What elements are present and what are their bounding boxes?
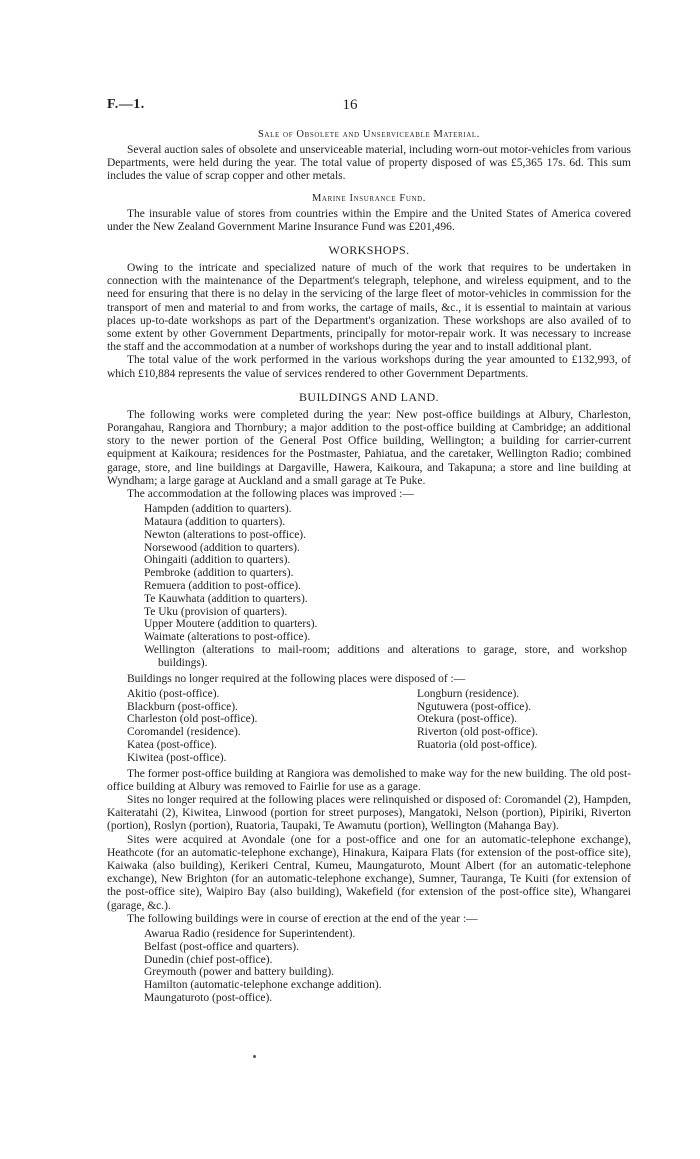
list-item: Katea (post-office). (127, 739, 217, 752)
paragraph-sites-relinquished: Sites no longer required at the following places were relinquished or disposed of: Coromandel (2), Hampden, Kaiteratahi (2), Kiwitea, Linwood (portion for street purposes), Mangatoki, Nelson (portion), Pipiriki, Riverton (portion), Roslyn (portion), Ruatoria, Taupaki, Te Awamutu (portion), Wellington (Mahanga Bay). (107, 794, 631, 833)
section-title-buildings: BUILDINGS AND LAND. (299, 389, 439, 404)
paragraph-workshops-2: The total value of the work performed in the various workshops during the year amounted to £132,993, of which £10,884 represents the value of services rendered to other Government Departments. (107, 354, 631, 380)
list-item: Maungaturoto (post-office). (144, 992, 273, 1005)
list-item: Upper Moutere (addition to quarters). (144, 618, 318, 631)
list-item: Te Uku (provision of quarters). (144, 605, 288, 618)
section-sale (107, 129, 631, 184)
list-item: Remuera (addition to post-office). (144, 580, 301, 593)
list-item: Charleston (old post-office). (127, 713, 258, 726)
report-code: F.—1. (107, 97, 145, 112)
list-item: Dunedin (chief post-office). (144, 953, 273, 966)
disposed-buildings-columns (127, 688, 631, 765)
list-item: Newton (alterations to post-office). (144, 528, 307, 541)
list-item: Riverton (old post-office). (417, 726, 538, 739)
list-item: Awarua Radio (residence for Superintendent). (144, 928, 356, 941)
section-title-sale: Sale of Obsolete and Unserviceable Material. (257, 129, 481, 140)
disposed-list-right (341, 688, 631, 765)
list-item: Waimate (alterations to post-office). (144, 631, 311, 644)
list-item: Norsewood (addition to quarters). (144, 541, 300, 554)
list-item: Blackburn (post-office). (127, 700, 238, 713)
list-item: Coromandel (residence). (127, 726, 241, 739)
section-marine (107, 193, 631, 234)
list-item: Hampden (addition to quarters). (144, 503, 292, 516)
list-item: Te Kauwhata (addition to quarters). (144, 592, 308, 605)
list-item: Pembroke (addition to quarters). (144, 567, 294, 580)
list-item: Longburn (residence). (417, 687, 520, 700)
paragraph-former-buildings: The former post-office building at Rangiora was demolished to make way for the new building. The old post-office building at Albury was removed to Fairlie for use as a garage. (107, 767, 631, 793)
list-item: Mataura (addition to quarters). (144, 516, 286, 529)
list-item: Greymouth (power and battery building). (144, 966, 335, 979)
list-item: Ngutuwera (post-office). (417, 700, 532, 713)
paragraph-marine: The insurable value of stores from countries within the Empire and the United States of America covered under the New Zealand Government Marine Insurance Fund was £201,496. (107, 207, 631, 233)
page-number: 16 (342, 97, 358, 113)
paragraph-improved-intro: The accommodation at the following places was improved :— (127, 488, 414, 501)
list-item: Wellington (alterations to mail-room; additions and alterations to garage, store, and workshop buildings). (144, 644, 627, 669)
list-item: Ohingaiti (addition to quarters). (144, 554, 291, 567)
list-item: Hamilton (automatic-telephone exchange addition). (144, 979, 382, 992)
erection-list (144, 928, 631, 1005)
paragraph-sites-acquired: Sites were acquired at Avondale (one for a post-office and one for an automatic-telephone exchange), Heathcote (for an automatic-telephone exchange), Hinakura, Kaipara Flats (for extension of the post-office site), Kaiwaka (also building), Kerikeri Central, Kumeu, Maungaturoto, Mount Albert (for an automatic-telephone exchange), New Brighton (for an automatic-telephone exchange), Sumner, Tauranga, Te Kuiti (for extension of the post-office site), Waipiro Bay (also building), Wakefield (for extension of the post-office site), Whangarei (garage, &c.). (107, 833, 631, 912)
list-item: Akitio (post-office). (127, 687, 220, 700)
ink-speck (253, 1055, 256, 1058)
section-buildings (107, 390, 631, 1005)
improved-list (144, 503, 631, 669)
paragraph-sale: Several auction sales of obsolete and unserviceable material, including worn-out motor-vehicles from various Departments, were held during the year. The total value of property disposed of was £5,365 17s. 6d. This sum includes the value of scrap copper and other metals. (107, 144, 632, 183)
paragraph-workshops-1: Owing to the intricate and specialized nature of much of the work that requires to be undertaken in connection with the maintenance of the Department's telegraph, telephone, and wireless equipment, and to the need for ensuring that there is no delay in the servicing of the large fleet of motor-vehicles in commission for the transport of men and material to and from works, the cartage of mails, &c., it is essential to maintain at various places up-to-date workshops as part of the Department's organization. These workshops are also availed of to some extent by other Government Departments, principally for motor-repair work. It was necessary to increase the staff and the accommodation at a number of workshops during the year and to install additional plant. (107, 262, 631, 354)
paragraph-erection-intro: The following buildings were in course of erection at the end of the year :— (127, 912, 478, 925)
section-title-marine: Marine Insurance Fund. (311, 192, 427, 204)
list-item: Otekura (post-office). (417, 713, 518, 726)
page-body (107, 129, 631, 1014)
disposed-list-left (127, 688, 341, 765)
paragraph-completed-works: The following works were completed during the year: New post-office buildings at Albury, Charleston, Porangahau, Rangiora and Thornbury; a major addition to the post-office building at Cambridge; an additional story to the newer portion of the General Post Office building, Wellington; a building for carrier-current equipment at Kaikoura; residences for the Postmaster, Pahiatua, and the caretaker, Wellington Radio; combined garage, store, and line buildings at Dargaville, Hawera, Kaikoura, and Takapuna; a store and line building at Wyndham; a large garage at Auckland and a small garage at Te Puke. (107, 408, 631, 487)
paragraph-disposed-intro: Buildings no longer required at the following places were disposed of :— (127, 672, 466, 685)
section-workshops (107, 243, 631, 381)
page-header (0, 97, 700, 117)
list-item: Ruatoria (old post-office). (417, 739, 538, 752)
section-title-workshops: WORKSHOPS. (328, 243, 410, 258)
list-item: Kiwitea (post-office). (127, 751, 227, 764)
list-item: Belfast (post-office and quarters). (144, 940, 299, 953)
